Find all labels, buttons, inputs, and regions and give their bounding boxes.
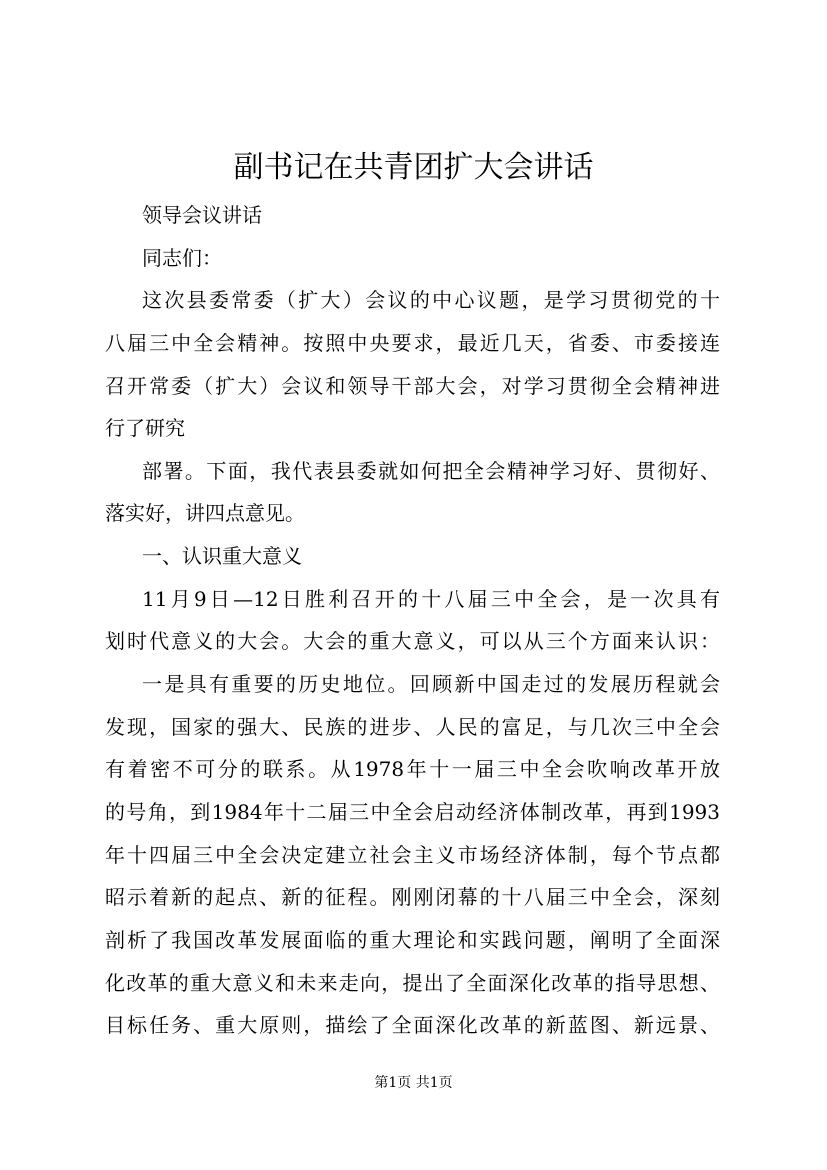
text-line: 这次县委常委（扩大）会议的中心议题，是学习贯彻党的十: [142, 288, 720, 313]
text-line: 行了研究: [105, 416, 185, 441]
text-line: 部署。下面，我代表县委就如何把全会精神学习好、贯彻好、: [142, 458, 720, 483]
subtitle-line: 领导会议讲话: [142, 203, 262, 227]
text-line: 有着密不可分的联系。从1978年十一届三中全会吹响改革开放: [105, 757, 720, 782]
document-title: 副书记在共青团扩大会讲话: [233, 150, 594, 185]
document-body: [105, 194, 720, 1047]
text-line: 发现，国家的强大、民族的进步、人民的富足，与几次三中全会: [105, 714, 720, 739]
text-line: 划时代意义的大会。大会的重大意义，可以从三个方面来认识：: [105, 629, 720, 654]
text-line: 11月9日—12日胜利召开的十八届三中全会，是一次具有: [142, 586, 720, 611]
salutation-line: 同志们：: [142, 245, 222, 270]
section-heading: 一、认识重大意义: [142, 544, 302, 569]
text-line: 一是具有重要的历史地位。回顾新中国走过的发展历程就会: [142, 672, 720, 697]
text-line: 昭示着新的起点、新的征程。刚刚闭幕的十八届三中全会，深刻: [105, 885, 720, 910]
text-line: 目标任务、重大原则，描绘了全面深化改革的新蓝图、新远景、: [105, 1013, 720, 1038]
text-line: 八届三中全会精神。按照中央要求，最近几天，省委、市委接连: [105, 330, 720, 355]
text-line: 的号角，到1984年十二届三中全会启动经济体制改革，再到1993: [105, 799, 720, 824]
text-line: 化改革的重大意义和未来走向，提出了全面深化改革的指导思想、: [105, 970, 720, 995]
text-line: 剖析了我国改革发展面临的重大理论和实践问题，阐明了全面深: [105, 927, 720, 952]
text-line: 年十四届三中全会决定建立社会主义市场经济体制，每个节点都: [105, 842, 720, 867]
text-line: 落实好，讲四点意见。: [105, 501, 305, 526]
text-line: 召开常委（扩大）会议和领导干部大会，对学习贯彻全会精神进: [105, 373, 720, 398]
page-footer: 第1页 共1页: [374, 1075, 453, 1091]
